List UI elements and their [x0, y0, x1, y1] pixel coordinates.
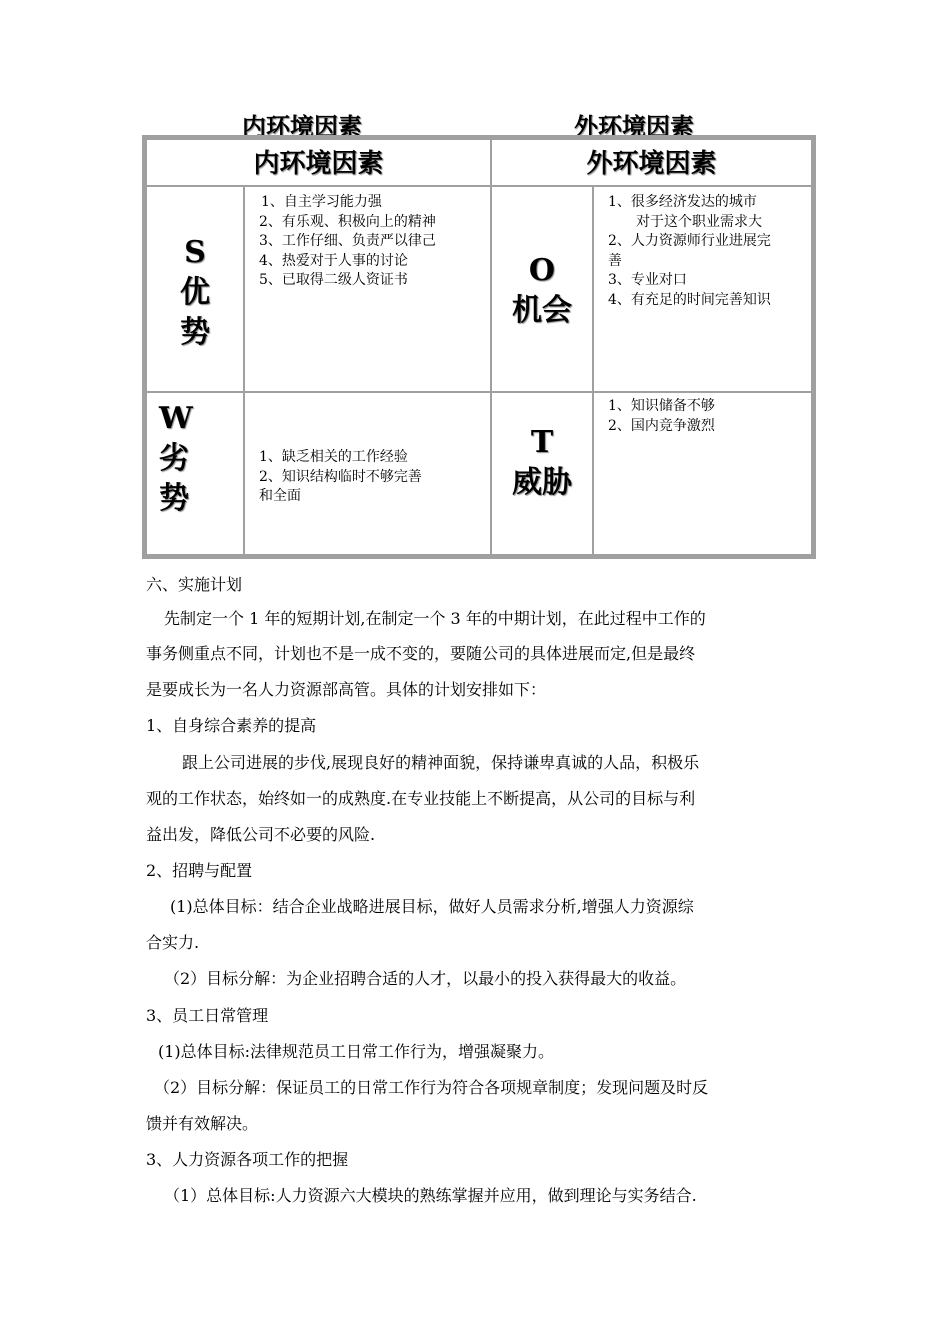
opportunity-item: 3、专业对口: [608, 272, 687, 288]
paragraph-line: 是要成长为一名人力资源部高管。具体的计划安排如下：: [146, 680, 547, 699]
threats-label-cell: [490, 391, 594, 556]
section-heading: 六、实施计划: [146, 575, 243, 594]
paragraph-line: 观的工作状态，始终如一的成熟度.在专业技能上不断提高，从公司的目标与利: [146, 789, 696, 808]
weaknesses-letter: W: [159, 401, 193, 436]
internal-header-cell: [145, 138, 492, 187]
internal-heading-ghost: 内环境因素: [242, 112, 362, 141]
swot-table: [142, 135, 816, 559]
weakness-item: 2、知识结构临时不够完善: [259, 468, 422, 485]
strength-item: 3、工作仔细、负责严以律己: [259, 233, 436, 249]
paragraph-line: 合实力.: [146, 933, 200, 952]
weaknesses-char-2: 势: [159, 481, 189, 516]
paragraph-line: （2）目标分解：为企业招聘合适的人才，以最小的投入获得最大的收益。: [164, 969, 687, 988]
opportunities-letter: O: [528, 253, 556, 288]
threats-letter: T: [530, 425, 554, 460]
subsection-heading: 2、招聘与配置: [146, 861, 253, 880]
strengths-char-1: 优: [180, 275, 210, 310]
opportunity-item: 对于这个职业需求大: [636, 213, 762, 230]
threats-items-cell: [592, 391, 813, 556]
weaknesses-label-cell: [145, 391, 245, 556]
external-header-cell: [490, 138, 813, 187]
opportunity-item: 1、很多经济发达的城市: [608, 194, 757, 210]
weaknesses-items-cell: [243, 391, 492, 556]
threat-item: 1、知识储备不够: [608, 398, 715, 414]
opportunities-word: 机会: [512, 293, 572, 328]
strengths-items-cell: [243, 185, 492, 393]
opportunity-item: 4、有充足的时间完善知识: [608, 291, 771, 308]
weakness-item: 和全面: [259, 488, 301, 504]
opportunity-item: 2、人力资源师行业进展完: [608, 233, 771, 249]
paragraph-line: 事务侧重点不同，计划也不是一成不变的，要随公司的具体进展而定,但是最终: [146, 644, 696, 663]
strengths-label-cell: [145, 185, 245, 393]
paragraph-line: 益出发，降低公司不必要的风险.: [146, 825, 376, 844]
paragraph-line: 先制定一个 1 年的短期计划,在制定一个 3 年的中期计划，在此过程中工作的: [164, 609, 706, 628]
external-header: 外环境因素: [586, 149, 717, 179]
paragraph-line: 馈并有效解决。: [146, 1114, 259, 1133]
strength-item: 4、热爱对于人事的讨论: [259, 252, 408, 269]
subsection-heading: 3、人力资源各项工作的把握: [146, 1150, 349, 1169]
opportunities-label-cell: [490, 185, 594, 393]
paragraph-line: （2）目标分解：保证员工的日常工作行为符合各项规章制度；发现问题及时反: [154, 1078, 709, 1097]
internal-header: 内环境因素: [253, 149, 384, 179]
subsection-heading: 3、员工日常管理: [146, 1006, 269, 1025]
subsection-heading: 1、自身综合素养的提高: [146, 716, 317, 735]
paragraph-line: (1)总体目标：结合企业战略进展目标，做好人员需求分析,增强人力资源综: [170, 897, 694, 916]
paragraph-line: (1)总体目标:法律规范员工日常工作行为，增强凝聚力。: [158, 1042, 555, 1061]
opportunity-item: 善: [608, 252, 622, 269]
weakness-item: 1、缺乏相关的工作经验: [259, 449, 408, 465]
opportunities-items-cell: [592, 185, 813, 393]
paragraph-line: （1）总体目标:人力资源六大模块的熟练掌握并应用，做到理论与实务结合.: [164, 1186, 697, 1205]
strength-item: 1、自主学习能力强: [261, 194, 382, 210]
threats-word: 威胁: [512, 465, 572, 500]
external-heading-ghost: 外环境因素: [574, 112, 694, 141]
strength-item: 5、已取得二级人资证书: [259, 272, 408, 288]
strengths-char-2: 势: [180, 315, 210, 350]
weaknesses-char-1: 劣: [159, 441, 189, 476]
paragraph-line: 跟上公司进展的步伐,展现良好的精神面貌，保持谦卑真诚的人品，积极乐: [182, 753, 700, 772]
strengths-letter: S: [184, 235, 206, 270]
threat-item: 2、国内竞争激烈: [608, 417, 715, 434]
strength-item: 2、有乐观、积极向上的精神: [259, 213, 436, 230]
